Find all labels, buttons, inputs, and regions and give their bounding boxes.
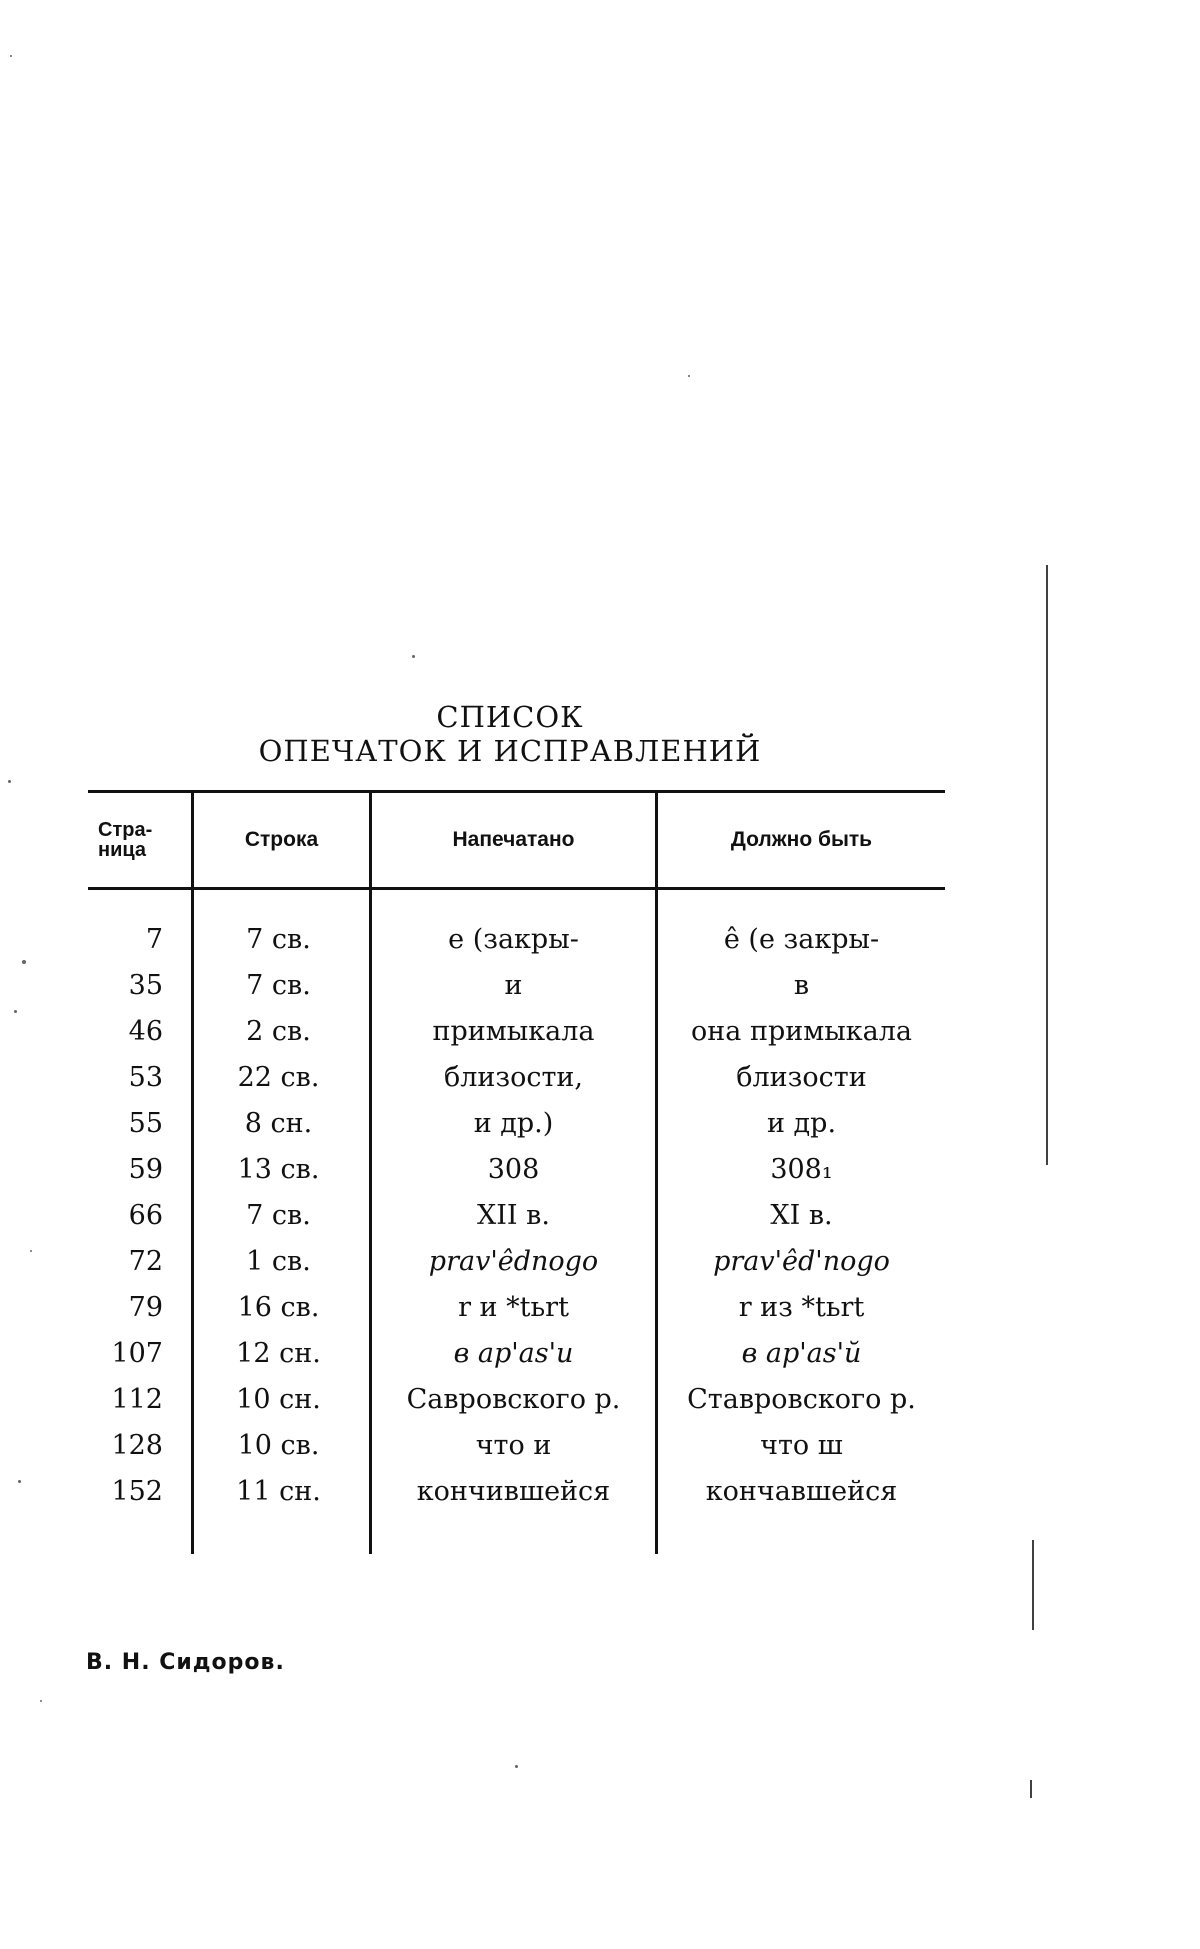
cell-empty — [371, 1514, 657, 1554]
cell-page: 55 — [128, 1107, 163, 1139]
table-row — [88, 1284, 945, 1330]
cell-should-be: в ap'as'ŭ — [657, 1330, 946, 1376]
errata-table — [88, 790, 945, 1554]
cell-page: 66 — [128, 1199, 163, 1231]
cell-should-be: prav'êd'nogo — [657, 1238, 946, 1284]
cell-printed: prav'êdnogo — [371, 1238, 657, 1284]
cell-should-be: и др. — [657, 1100, 946, 1146]
cell-page: 128 — [111, 1429, 163, 1461]
cell-page: 46 — [128, 1015, 163, 1047]
table-row — [88, 962, 945, 1008]
cell-line: 1 св. — [193, 1238, 371, 1284]
header-line: Строка — [193, 792, 371, 889]
cell-page: 35 — [128, 969, 163, 1001]
scan-speckle — [412, 655, 415, 658]
title-line-2: ОПЕЧАТОК И ИСПРАВЛЕНИЙ — [258, 734, 762, 768]
table-row — [88, 1238, 945, 1284]
table-row — [88, 1376, 945, 1422]
cell-printed: е (закры- — [371, 889, 657, 963]
cell-printed: и — [371, 962, 657, 1008]
cell-should-be: она примыкала — [657, 1008, 946, 1054]
errata-title — [90, 700, 930, 768]
cell-page: 53 — [128, 1061, 163, 1093]
scan-margin-rule — [1032, 1540, 1034, 1630]
cell-printed: что и — [371, 1422, 657, 1468]
header-page — [88, 792, 193, 889]
cell-should-be: близости — [657, 1054, 946, 1100]
scan-speckle — [14, 1010, 17, 1013]
title-line-1: СПИСОК — [436, 700, 584, 734]
header-should-be: Должно быть — [657, 792, 946, 889]
cell-line: 12 сн. — [193, 1330, 371, 1376]
table-row — [88, 1468, 945, 1514]
scan-speckle — [8, 780, 11, 783]
header-printed: Напечатано — [371, 792, 657, 889]
author-signature: В. Н. Сидоров. — [86, 1650, 285, 1675]
cell-printed: в ap'as'u — [371, 1330, 657, 1376]
scan-margin-rule — [1030, 1780, 1032, 1798]
cell-empty — [193, 1514, 371, 1554]
cell-line: 22 св. — [193, 1054, 371, 1100]
cell-should-be: что ш — [657, 1422, 946, 1468]
cell-line: 8 сн. — [193, 1100, 371, 1146]
scan-speckle — [40, 1700, 42, 1702]
table-header-row — [88, 792, 945, 889]
cell-should-be: XI в. — [657, 1192, 946, 1238]
table-spacer-row — [88, 1514, 945, 1554]
table-row — [88, 1422, 945, 1468]
cell-line: 11 сн. — [193, 1468, 371, 1514]
table-row — [88, 1008, 945, 1054]
cell-page: 59 — [128, 1153, 163, 1185]
table-row — [88, 1330, 945, 1376]
cell-printed: r и *tьrt — [371, 1284, 657, 1330]
cell-line: 7 св. — [193, 1192, 371, 1238]
cell-should-be: r из *tьrt — [657, 1284, 946, 1330]
cell-printed: Савровского р. — [371, 1376, 657, 1422]
cell-line: 2 св. — [193, 1008, 371, 1054]
cell-printed: и др.) — [371, 1100, 657, 1146]
cell-printed: кончившейся — [371, 1468, 657, 1514]
cell-empty — [88, 1514, 193, 1554]
cell-printed: XII в. — [371, 1192, 657, 1238]
scan-speckle — [688, 375, 690, 377]
cell-page: 7 — [145, 923, 163, 955]
table-row — [88, 889, 945, 963]
scan-speckle — [30, 1250, 32, 1252]
scan-speckle — [10, 55, 12, 57]
cell-line: 7 св. — [193, 962, 371, 1008]
cell-line: 10 св. — [193, 1422, 371, 1468]
cell-line: 13 св. — [193, 1146, 371, 1192]
cell-should-be: 308₁ — [657, 1146, 946, 1192]
scan-speckle — [515, 1765, 518, 1768]
cell-page: 107 — [111, 1337, 163, 1369]
cell-should-be: в — [657, 962, 946, 1008]
cell-line: 7 св. — [193, 889, 371, 963]
cell-should-be: кончавшейся — [657, 1468, 946, 1514]
cell-should-be: ê (е закры- — [657, 889, 946, 963]
cell-page: 72 — [128, 1245, 163, 1277]
cell-page: 112 — [111, 1383, 163, 1415]
cell-line: 10 сн. — [193, 1376, 371, 1422]
table-row — [88, 1192, 945, 1238]
scan-speckle — [22, 960, 26, 964]
scan-speckle — [18, 1480, 21, 1483]
cell-printed: 308 — [371, 1146, 657, 1192]
cell-printed: близости, — [371, 1054, 657, 1100]
table-row — [88, 1146, 945, 1192]
cell-page: 152 — [111, 1475, 163, 1507]
cell-line: 16 св. — [193, 1284, 371, 1330]
cell-should-be: Ставровского р. — [657, 1376, 946, 1422]
cell-empty — [657, 1514, 946, 1554]
table-row — [88, 1100, 945, 1146]
table-row — [88, 1054, 945, 1100]
cell-page: 79 — [128, 1291, 163, 1323]
cell-printed: примыкала — [371, 1008, 657, 1054]
scan-margin-rule — [1046, 565, 1048, 1165]
header-page-label: Стра- ница — [98, 819, 153, 861]
